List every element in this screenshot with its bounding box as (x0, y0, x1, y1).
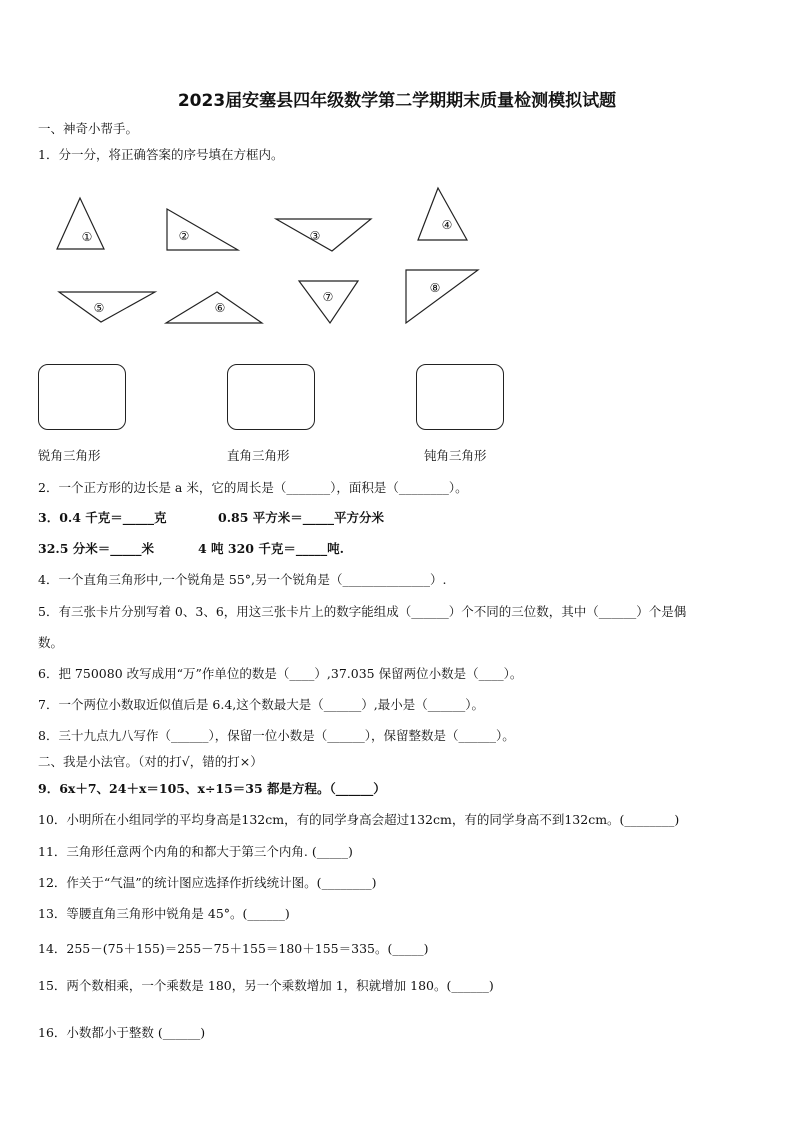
question-3d: 4 吨 320 千克＝_____吨. (198, 541, 344, 556)
shape-label-7: ⑦ (322, 290, 334, 304)
question-10: 10．小明所在小组同学的平均身高是132cm，有的同学身高会超过132cm，有的同学身高不到132cm。(________) (38, 812, 680, 827)
triangle-8 (406, 270, 478, 323)
question-6: 6．把 750080 改写成用“万”作单位的数是（____）,37.035 保留两位小数是（____）。 (38, 666, 523, 681)
section-2-heading: 二、我是小法官。（对的打√，错的打×） (38, 754, 263, 769)
shape-label-5: ⑤ (93, 301, 105, 315)
answer-box-obtuse[interactable] (416, 364, 504, 430)
shape-label-6: ⑥ (214, 301, 226, 315)
shape-label-3: ③ (309, 229, 321, 243)
question-11: 11．三角形任意两个内角的和都大于第三个内角. (_____) (38, 844, 353, 859)
question-1: 1．分一分，将正确答案的序号填在方框内。 (38, 147, 284, 162)
question-8: 8．三十九点九八写作（______），保留一位小数是（______），保留整数是（______）。 (38, 728, 515, 743)
page-title: 2023届安塞县四年级数学第二学期期末质量检测模拟试题 (177, 91, 617, 111)
question-3b: 0.85 平方米＝_____平方分米 (218, 510, 385, 525)
answer-box-acute[interactable] (38, 364, 126, 430)
box-label-right: 直角三角形 (227, 448, 290, 463)
question-15: 15．两个数相乘，一个乘数是 180，另一个乘数增加 1，积就增加 180。(______) (38, 978, 494, 993)
triangles-figure (0, 0, 794, 340)
question-5: 5．有三张卡片分别写着 0、3、6，用这三张卡片上的数字能组成（______）个不同的三位数，其中（______）个是偶 (38, 604, 687, 619)
question-16: 16．小数都小于整数 (______) (38, 1025, 206, 1040)
question-5-continued: 数。 (38, 635, 64, 650)
shape-label-2: ② (178, 229, 190, 243)
question-4: 4．一个直角三角形中,一个锐角是 55°,另一个锐角是（______________）. (38, 572, 447, 587)
triangle-5 (59, 292, 155, 322)
triangle-4 (418, 188, 467, 240)
shape-label-1: ① (81, 230, 93, 244)
box-label-obtuse: 钝角三角形 (424, 448, 487, 463)
shape-label-8: ⑧ (429, 281, 441, 295)
box-label-acute: 锐角三角形 (38, 448, 101, 463)
answer-box-right[interactable] (227, 364, 315, 430)
question-14: 14．255－(75＋155)＝255－75＋155＝180＋155＝335。(_____) (38, 941, 429, 956)
question-13: 13．等腰直角三角形中锐角是 45°。(______) (38, 906, 290, 921)
question-12: 12．作关于“气温”的统计图应选择作折线统计图。(________) (38, 875, 377, 890)
question-3a: 3．0.4 千克＝_____克 (38, 510, 167, 525)
question-3c: 32.5 分米＝_____米 (38, 541, 155, 556)
question-7: 7．一个两位小数取近似值后是 6.4,这个数最大是（______）,最小是（______）。 (38, 697, 485, 712)
triangle-1 (57, 198, 104, 249)
shape-label-4: ④ (441, 218, 453, 232)
question-9: 9．6x＋7、24＋x＝105、x÷15＝35 都是方程。（______） (38, 781, 386, 796)
question-2: 2．一个正方形的边长是 a 米，它的周长是（_______），面积是（________）。 (38, 480, 468, 495)
section-1-heading: 一、神奇小帮手。 (38, 121, 139, 136)
triangle-3 (276, 219, 371, 251)
